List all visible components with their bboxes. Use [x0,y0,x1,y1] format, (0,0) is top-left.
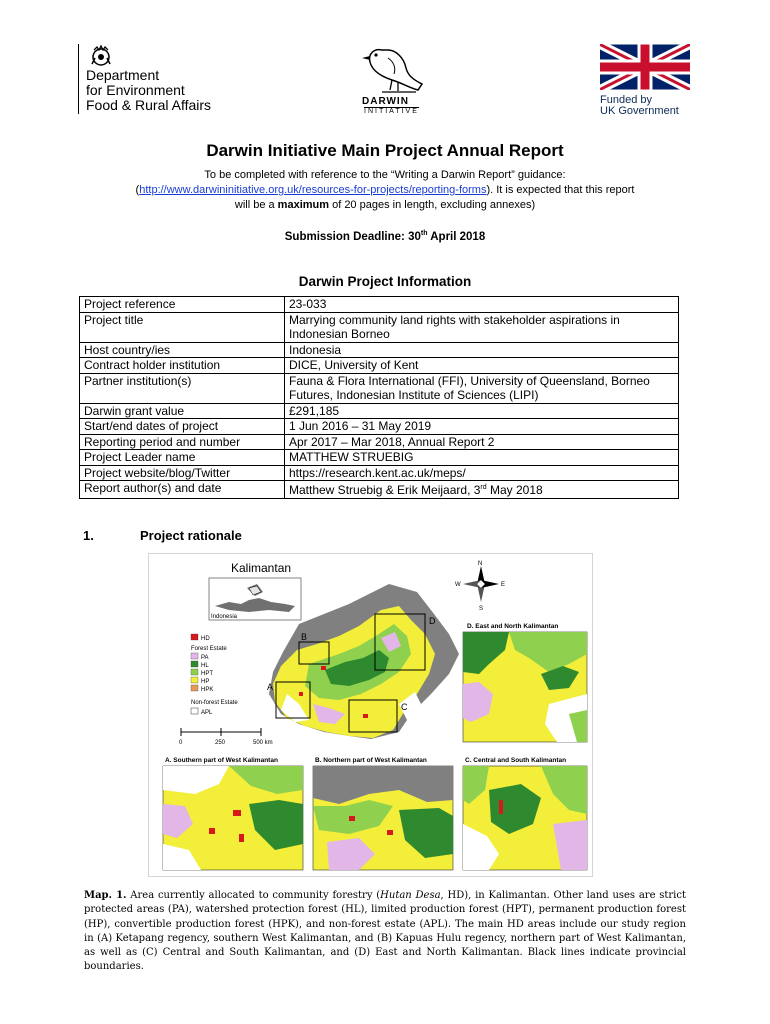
panel-d-title: D. East and North Kalimantan [467,623,559,630]
table-row [80,403,679,419]
compass-icon [463,566,499,602]
panel-c [463,766,587,870]
scale-0: 0 [179,740,183,746]
legend-forest-estate: Forest Estate [191,646,227,652]
row-value: Marrying community land rights with stakeholder aspirations in Indonesian Borneo [285,312,679,342]
darwin-logo-subtitle: INITIATIVE [364,108,419,115]
author-date: May 2018 [486,483,543,497]
legend-swatch-hpk [191,685,198,691]
intro-line-3a: will be a [234,199,278,211]
uk-government-logo [600,44,692,124]
bird-icon [352,40,432,96]
row-value: 1 Jun 2016 – 31 May 2019 [285,419,679,435]
darwin-logo-title: DARWIN [362,96,409,107]
submission-deadline [0,230,770,243]
funded-by-text [600,95,679,117]
legend-swatch-hpt [191,669,198,675]
caption-italic: Hutan Desa [380,890,441,901]
defra-line-2: for Environment [86,82,185,98]
row-key: Project website/blog/Twitter [80,465,285,481]
project-info-table [79,296,679,499]
legend-hpk: HPK [201,687,214,693]
legend-swatch-pa [191,653,198,659]
table-row [80,419,679,435]
caption-label: Map. 1. [84,890,127,901]
legend-non-forest: Non-forest Estate [191,700,238,706]
funded-by-line-2: UK Government [600,105,679,117]
defra-line-1: Department [86,67,160,83]
intro-paren: ( [135,184,140,196]
compass-w: W [455,582,461,588]
author-names: Matthew Struebig & Erik Meijaard, 3 [289,483,481,497]
kalimantan-map-figure [148,553,593,877]
inset-country-label: Indonesia [211,614,238,620]
map-caption [84,889,686,975]
legend-swatch-apl [191,708,198,714]
table-row [80,358,679,374]
box-label-d: D [429,616,436,626]
row-key: Host country/ies [80,342,285,358]
legend-swatch-hp [191,677,198,683]
intro-after-link: ). It is expected that this report [486,184,635,196]
table-row [80,465,679,481]
intro-line-2 [80,183,690,198]
project-info-heading: Darwin Project Information [298,274,472,289]
row-value: https://research.kent.ac.uk/meps/ [285,465,679,481]
box-label-c: C [401,702,408,712]
legend-hpt: HPT [201,671,213,677]
row-value: Apr 2017 – Mar 2018, Annual Report 2 [285,434,679,450]
legend-apl: APL [201,710,213,716]
row-key: Project reference [80,297,285,313]
row-key: Project title [80,312,285,342]
table-row [80,373,679,403]
intro-maximum: maximum [277,199,330,211]
legend-swatch-hl [191,661,198,667]
table-row [80,342,679,358]
intro-line-3b: of 20 pages in length, excluding annexes) [329,199,536,211]
row-value: Fauna & Flora International (FFI), University of Queensland, Borneo Futures, Indonesian Institute of Sciences (LIPI) [285,373,679,403]
union-flag-icon [600,44,690,90]
defra-divider [78,44,79,114]
compass-s: S [479,606,484,612]
deadline-month: April 2018 [427,230,486,243]
intro-line-3 [80,198,690,213]
deadline-sup: th [420,230,428,237]
map-main-title: Kalimantan [231,561,292,575]
table-row [80,312,679,342]
defra-name [86,68,211,113]
panel-a-title: A. Southern part of West Kalimantan [165,757,278,764]
caption-text-a: Area currently allocated to community forestry ( [126,890,381,901]
row-key: Start/end dates of project [80,419,285,435]
deadline-text: Submission Deadline: 30 [284,230,421,243]
scale-250: 250 [215,740,226,746]
panel-c-title: C. Central and South Kalimantan [465,757,567,764]
row-value: 23-033 [285,297,679,313]
row-value: Indonesia [285,342,679,358]
panel-b-title: B. Northern part of West Kalimantan [315,757,427,764]
table-row [80,450,679,466]
section-title: Project rationale [140,528,242,543]
box-label-b: B [301,632,308,642]
row-value [285,481,679,499]
author-date-sup: rd [480,484,487,491]
row-value: £291,185 [285,403,679,419]
panel-a [163,766,303,870]
darwin-initiative-logo [352,40,432,120]
row-key: Darwin grant value [80,403,285,419]
section-number: 1. [83,528,94,543]
caption-text-b: , HD), in Kalimantan. Other land uses are strict protected areas (PA), watershed protection forest (HL), limited production forest (HPT), permanent production forest (HP), convertible production forest (HPK), and non-forest estate (APL). The main HD areas include our study region in (A) Ketapang regency, southern West Kalimantan, and (B) Kapuas Hulu regency, northern part of West Kalimantan, as well as (C) Central and South Kalimantan, and (D) East and North Kalimantan. Black lines indicate provincial boundaries. [84,890,686,973]
row-key: Contract holder institution [80,358,285,374]
defra-line-3: Food & Rural Affairs [86,97,212,113]
map-legend [191,634,238,716]
legend-swatch-hd [191,634,198,640]
panel-d [463,632,587,742]
scale-500: 500 km [253,740,273,746]
row-value: DICE, University of Kent [285,358,679,374]
row-key: Project Leader name [80,450,285,466]
panel-b [313,766,453,870]
row-key: Reporting period and number [80,434,285,450]
table-row [80,481,679,499]
row-key: Report author(s) and date [80,481,285,499]
table-row [80,297,679,313]
legend-hp: HP [201,679,210,685]
scale-bar [181,728,261,736]
report-intro [80,168,690,213]
defra-logo [78,44,238,124]
table-row [80,434,679,450]
funded-by-line-1: Funded by [600,94,652,106]
row-key: Partner institution(s) [80,373,285,403]
row-value: MATTHEW STRUEBIG [285,450,679,466]
intro-line-1: To be completed with reference to the “Writing a Darwin Report” guidance: [204,169,566,181]
report-title: Darwin Initiative Main Project Annual Report [206,141,564,160]
reporting-forms-link[interactable]: http://www.darwininitiative.org.uk/resources-for-projects/reporting-forms [139,184,487,196]
legend-hd: HD [201,636,210,642]
compass-e: E [501,582,506,588]
legend-hl: HL [201,663,209,669]
map-svg [149,554,592,876]
box-label-a: A [267,682,274,692]
legend-pa: PA [201,655,209,661]
compass-n: N [478,561,483,567]
